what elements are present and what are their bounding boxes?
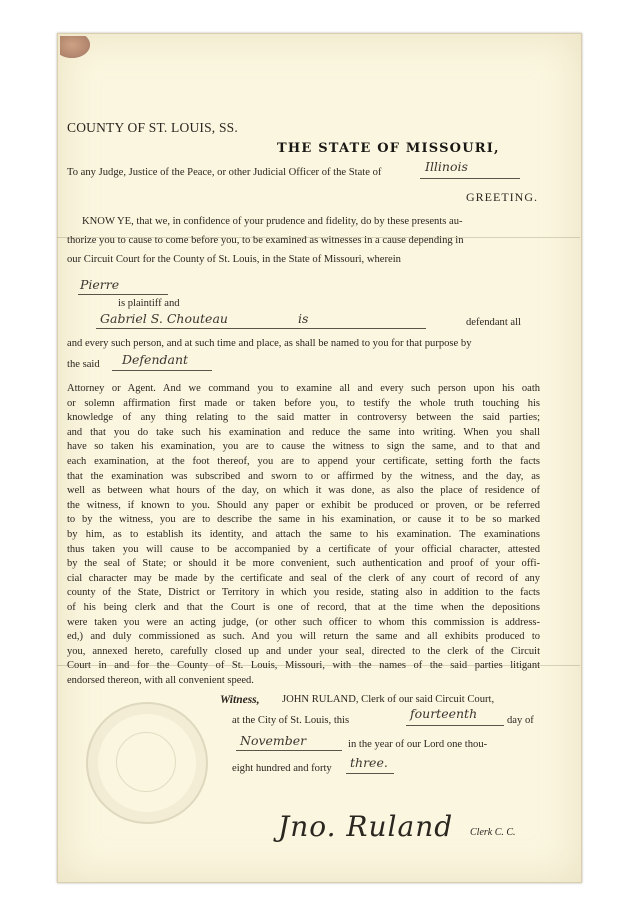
greeting: GREETING. [466,190,538,204]
month-rule [236,750,342,751]
intro-line-1: KNOW YE, that we, in confidence of your prudence and fidelity, do by these presents au- [82,216,463,227]
state-heading: THE STATE OF MISSOURI, [277,141,500,156]
body-line: you, annexed hereto, carefully closed up and under your seal, directed to the clerk of the Circuit [67,645,540,657]
defendant-handwritten: Gabriel S. Chouteau [100,311,228,326]
intro-line-3: our Circuit Court for the County of St. Louis, in the State of Missouri, wherein [67,254,401,265]
defendant-is: is [298,311,309,326]
body-line: have so taken his examination, you are to cause the witness to sign the same, and to that and [67,441,540,453]
body-line: by the seal of State; or should it be more convenient, such authentication and proof of your offi- [67,558,540,570]
body-line: by him, as to establish its identity, and attach the same to his examination. The examinations [67,528,540,540]
witness-line-4-prefix: eight hundred and forty [232,763,332,774]
body-line: cial character may be made by the certificate and seal of the clerk of any court of record of any [67,572,540,584]
body-line: or solemn affirmation first made or taken before you, to testify the whole truth touching his [67,397,540,409]
person-line: and every such person, and at such time and place, as shall be named to you for that purpose by [67,338,472,349]
body-line: thus taken you will cause to be accompanied by a certificate of your official character, attested [67,543,540,555]
body-line: Court in and for the County of St. Louis, Missouri, with the names of the said parties litigant [67,660,540,672]
seal-inner-ring [116,732,176,792]
day-rule [406,725,504,726]
wax-stain [60,36,90,58]
body-line: Attorney or Agent. And we command you to examine all and every such person upon his oath [67,383,540,394]
body-line: that the examination was subscribed and sworn to or affirmed by the witness, and the day, as [67,470,540,482]
clerk-signature: Jno. Ruland [278,810,454,843]
body-line: of his being clerk and that the Court is one of record, that at the time when the depositions [67,601,540,613]
body-line: were taken you were an acting judge, (or other such officer to whom this commission is address- [67,616,540,628]
defendant-rule [96,328,426,329]
plaintiff-label: is plaintiff and [118,298,180,309]
state-rule [420,178,520,179]
address-line: To any Judge, Justice of the Peace, or other Judicial Officer of the State of [67,167,382,178]
body-line: to by the witness, you are to describe the same in his examination, or cause it to be so marked [67,514,540,526]
body-line: the witness, if known to you. Should any paper or exhibit be produced or proven, or be referred [67,499,540,511]
body-line: each examination, at the foot thereof, you are to append your certificate, setting forth the facts [67,455,540,467]
defendant-label: defendant all [466,317,522,328]
witness-line-2-suffix: day of [507,715,534,726]
witness-line-3-suffix: in the year of our Lord one thou- [348,739,488,750]
day-handwritten: fourteenth [410,706,478,721]
body-line: county of the State, District or Territory in which you reside, stating also in addition to the facts [67,587,540,599]
witness-label: Witness, [220,694,260,706]
said-party-rule [112,370,212,371]
said-prefix: the said [67,359,100,370]
plaintiff-handwritten: Pierre [80,277,120,292]
year-rule [346,773,394,774]
state-handwritten: Illinois [425,159,468,174]
clerk-title: Clerk C. C. [470,827,516,838]
intro-line-2: thorize you to cause to come before you, to be examined as witnesses in a cause depending in [67,235,464,246]
body-line: and that you do take such his examination and reduce the same into writing. When you shall [67,426,540,438]
month-handwritten: November [240,733,307,748]
said-party-handwritten: Defendant [122,352,189,367]
body-line: ed,) and duly commissioned as such. And you will return the same and all exhibits produced to [67,631,540,643]
body-line: knowledge of any thing relating to the said matter in controversy between the said parties; [67,412,540,424]
witness-line-1: JOHN RULAND, Clerk of our said Circuit Court, [282,694,495,705]
witness-line-2-prefix: at the City of St. Louis, this [232,715,350,726]
body-line: well as between what hours of the day, on which it was done, as also the place of residence of [67,485,540,497]
year-handwritten: three. [350,755,388,770]
embossed-seal [86,702,208,824]
county-heading: COUNTY OF ST. LOUIS, SS. [67,120,238,135]
body-paragraph [67,382,540,688]
plaintiff-rule [78,294,168,295]
body-line: endorsed thereon, with all convenient speed. [67,674,254,686]
